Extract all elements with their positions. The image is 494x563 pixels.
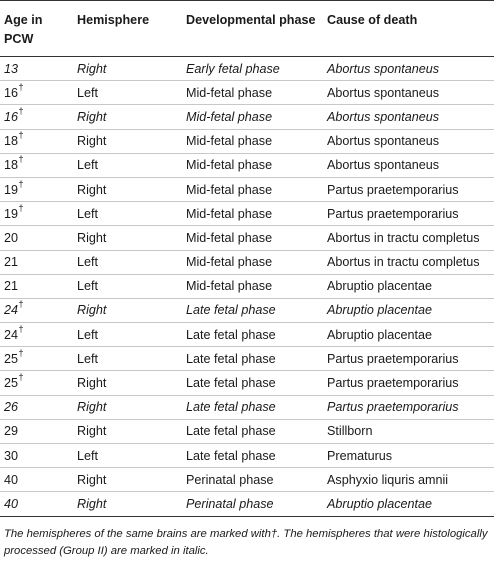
- table-row: [0, 323, 494, 347]
- age-value: 13: [4, 61, 19, 76]
- table-row: [0, 371, 494, 395]
- cell-phase: Late fetal phase: [182, 395, 323, 419]
- header-cause: Cause of death: [323, 1, 494, 57]
- cell-cause: Abruptio placentae: [323, 298, 494, 322]
- cell-cause: Abruptio placentae: [323, 492, 494, 516]
- table-row: [0, 105, 494, 129]
- table-row: [0, 81, 494, 105]
- same-brain-mark: †: [18, 347, 24, 358]
- table-row: [0, 298, 494, 322]
- cell-age: [0, 371, 73, 395]
- table-body: [0, 57, 494, 517]
- cell-hemisphere: Right: [73, 371, 182, 395]
- cell-hemisphere: Right: [73, 57, 182, 81]
- cell-age: [0, 323, 73, 347]
- table-row: [0, 250, 494, 274]
- cell-hemisphere: Left: [73, 444, 182, 468]
- cell-age: [0, 81, 73, 105]
- table-row: [0, 468, 494, 492]
- cell-age: [0, 492, 73, 516]
- cell-hemisphere: Left: [73, 347, 182, 371]
- cell-phase: Perinatal phase: [182, 492, 323, 516]
- age-value: 24: [4, 303, 19, 318]
- cell-hemisphere: Right: [73, 177, 182, 201]
- cell-phase: Mid-fetal phase: [182, 274, 323, 298]
- cell-phase: Mid-fetal phase: [182, 81, 323, 105]
- age-value: 24: [4, 327, 19, 342]
- cell-cause: Abortus in tractu completus: [323, 226, 494, 250]
- same-brain-mark: †: [18, 81, 24, 92]
- cell-phase: Late fetal phase: [182, 347, 323, 371]
- cell-cause: Abruptio placentae: [323, 323, 494, 347]
- cell-hemisphere: Right: [73, 492, 182, 516]
- age-value: 18: [4, 134, 19, 149]
- table-row: [0, 395, 494, 419]
- cell-hemisphere: Right: [73, 129, 182, 153]
- table-row: [0, 57, 494, 81]
- cell-phase: Perinatal phase: [182, 468, 323, 492]
- cell-age: [0, 153, 73, 177]
- cell-phase: Late fetal phase: [182, 419, 323, 443]
- cell-cause: Abortus spontaneus: [323, 105, 494, 129]
- cell-phase: Mid-fetal phase: [182, 202, 323, 226]
- same-brain-mark: †: [18, 299, 24, 310]
- cell-age: [0, 129, 73, 153]
- cell-hemisphere: Right: [73, 395, 182, 419]
- age-value: 29: [4, 424, 19, 439]
- cell-age: [0, 347, 73, 371]
- cell-cause: Partus praetemporarius: [323, 371, 494, 395]
- cell-phase: Mid-fetal phase: [182, 129, 323, 153]
- cell-age: [0, 57, 73, 81]
- cell-cause: Stillborn: [323, 419, 494, 443]
- cell-hemisphere: Left: [73, 81, 182, 105]
- cell-cause: Abruptio placentae: [323, 274, 494, 298]
- age-value: 19: [4, 206, 19, 221]
- cell-age: [0, 250, 73, 274]
- age-value: 25: [4, 376, 19, 391]
- cell-hemisphere: Right: [73, 298, 182, 322]
- cell-phase: Mid-fetal phase: [182, 105, 323, 129]
- cell-hemisphere: Left: [73, 202, 182, 226]
- age-value: 19: [4, 182, 19, 197]
- age-value: 26: [4, 400, 19, 415]
- cell-cause: Partus praetemporarius: [323, 202, 494, 226]
- cell-cause: Partus praetemporarius: [323, 395, 494, 419]
- cell-hemisphere: Right: [73, 105, 182, 129]
- cell-phase: Late fetal phase: [182, 371, 323, 395]
- table-row: [0, 153, 494, 177]
- age-value: 16: [4, 85, 19, 100]
- cell-cause: Abortus spontaneus: [323, 57, 494, 81]
- same-brain-mark: †: [18, 372, 24, 383]
- table-row: [0, 492, 494, 516]
- age-value: 40: [4, 496, 19, 511]
- cell-phase: Late fetal phase: [182, 444, 323, 468]
- table-footnote: The hemispheres of the same brains are marked with†. The hemispheres that were histologically processed (Group II) are marked in italic.: [4, 527, 488, 557]
- cell-hemisphere: Right: [73, 226, 182, 250]
- cell-hemisphere: Right: [73, 468, 182, 492]
- age-value: 21: [4, 255, 19, 270]
- cell-hemisphere: Left: [73, 250, 182, 274]
- same-brain-mark: †: [18, 202, 24, 213]
- table-row: [0, 274, 494, 298]
- cell-age: [0, 468, 73, 492]
- table-row: [0, 177, 494, 201]
- cell-phase: Late fetal phase: [182, 323, 323, 347]
- cell-cause: Abortus in tractu completus: [323, 250, 494, 274]
- cell-cause: Partus praetemporarius: [323, 347, 494, 371]
- cell-age: [0, 419, 73, 443]
- table-row: [0, 202, 494, 226]
- header-hemisphere: Hemisphere: [73, 1, 182, 57]
- header-age: Age in PCW: [0, 1, 73, 57]
- age-value: 20: [4, 230, 19, 245]
- table-header: [0, 1, 494, 57]
- cell-age: [0, 444, 73, 468]
- age-value: 18: [4, 158, 19, 173]
- cell-hemisphere: Left: [73, 153, 182, 177]
- cell-age: [0, 105, 73, 129]
- cell-cause: Partus praetemporarius: [323, 177, 494, 201]
- header-phase: Developmental phase: [182, 1, 323, 57]
- cell-cause: Asphyxio liquris amnii: [323, 468, 494, 492]
- cell-hemisphere: Left: [73, 323, 182, 347]
- same-brain-mark: †: [18, 323, 24, 334]
- cell-age: [0, 226, 73, 250]
- same-brain-mark: †: [18, 178, 24, 189]
- cell-age: [0, 177, 73, 201]
- table-row: [0, 419, 494, 443]
- cell-hemisphere: Right: [73, 419, 182, 443]
- cell-age: [0, 274, 73, 298]
- table-row: [0, 347, 494, 371]
- age-value: 40: [4, 472, 19, 487]
- cell-phase: Mid-fetal phase: [182, 153, 323, 177]
- table-row: [0, 444, 494, 468]
- cell-phase: Mid-fetal phase: [182, 177, 323, 201]
- age-value: 25: [4, 351, 19, 366]
- age-value: 16: [4, 109, 19, 124]
- same-brain-mark: †: [18, 154, 24, 165]
- table-row: [0, 129, 494, 153]
- cell-cause: Abortus spontaneus: [323, 153, 494, 177]
- cell-cause: Abortus spontaneus: [323, 81, 494, 105]
- same-brain-mark: †: [18, 130, 24, 141]
- table-row: [0, 226, 494, 250]
- age-value: 21: [4, 279, 19, 294]
- cell-cause: Prematurus: [323, 444, 494, 468]
- cell-age: [0, 395, 73, 419]
- cell-phase: Early fetal phase: [182, 57, 323, 81]
- cell-phase: Late fetal phase: [182, 298, 323, 322]
- cell-age: [0, 298, 73, 322]
- same-brain-mark: †: [18, 105, 24, 116]
- cell-cause: Abortus spontaneus: [323, 129, 494, 153]
- cell-age: [0, 202, 73, 226]
- cell-phase: Mid-fetal phase: [182, 250, 323, 274]
- age-value: 30: [4, 448, 19, 463]
- cell-phase: Mid-fetal phase: [182, 226, 323, 250]
- cell-hemisphere: Left: [73, 274, 182, 298]
- header-row: [0, 1, 494, 57]
